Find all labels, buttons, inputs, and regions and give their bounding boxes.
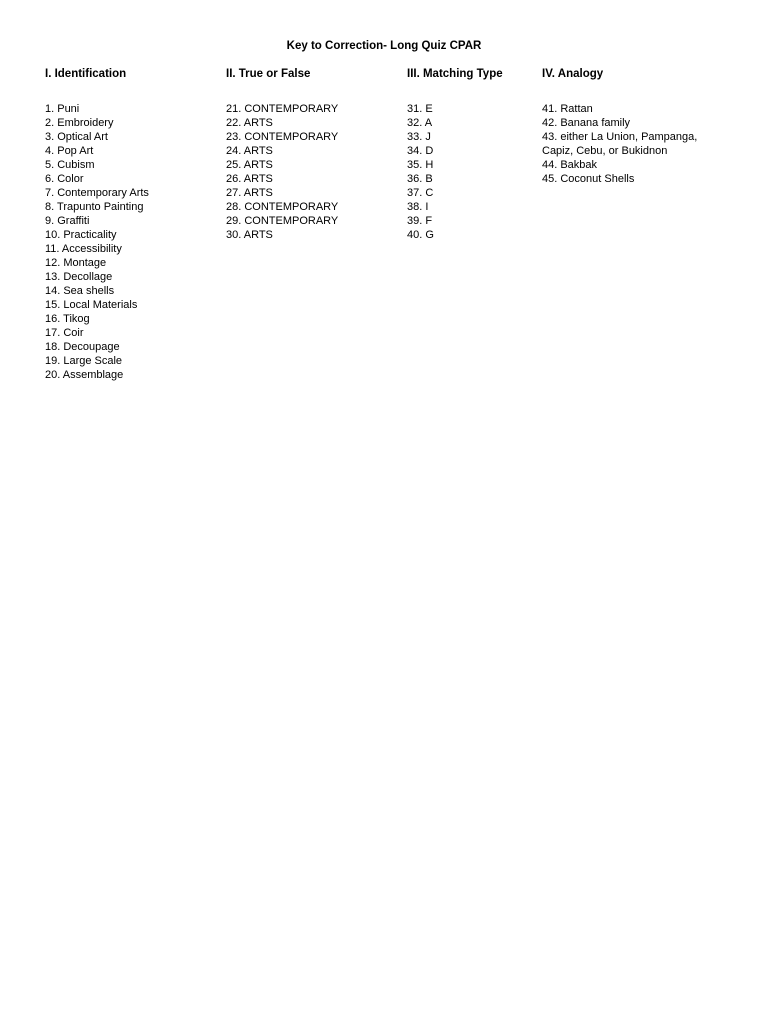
answer-item: 4. Pop Art <box>45 145 94 157</box>
answer-item: 19. Large Scale <box>45 355 123 367</box>
answer-item: 39. F <box>407 215 433 227</box>
answer-list <box>45 102 220 382</box>
answer-item: 36. B <box>407 173 433 185</box>
answer-item: 30. ARTS <box>226 229 273 241</box>
answer-list <box>407 102 537 242</box>
answer-list <box>226 102 401 242</box>
answer-item: 44. Bakbak <box>542 159 598 171</box>
answer-item: 2. Embroidery <box>45 117 114 129</box>
answer-item: 7. Contemporary Arts <box>45 187 149 199</box>
section-heading: IV. Analogy <box>542 68 604 80</box>
answer-item: 1. Puni <box>45 103 80 115</box>
answer-item: 35. H <box>407 159 434 171</box>
page-title: Key to Correction- Long Quiz CPAR <box>286 40 482 52</box>
answer-item: 25. ARTS <box>226 159 273 171</box>
section-heading: III. Matching Type <box>407 68 503 80</box>
answer-item: 37. C <box>407 187 434 199</box>
answer-item: 26. ARTS <box>226 173 273 185</box>
answer-item: 9. Graffiti <box>45 215 90 227</box>
answer-list <box>542 102 742 186</box>
answer-item: 14. Sea shells <box>45 285 115 297</box>
answer-item: 23. CONTEMPORARY <box>226 131 339 143</box>
answer-item: 41. Rattan <box>542 103 593 115</box>
section-true-or-false <box>226 67 401 242</box>
answer-item: 5. Cubism <box>45 159 95 171</box>
answer-item: 38. I <box>407 201 429 213</box>
section-heading: I. Identification <box>45 68 127 80</box>
answer-item: 11. Accessibility <box>45 243 122 255</box>
answer-item: 24. ARTS <box>226 145 273 157</box>
answer-item: 13. Decollage <box>45 271 113 283</box>
answer-item: 29. CONTEMPORARY <box>226 215 339 227</box>
answer-item: 43. either La Union, Pampanga, Capiz, Cebu, or Bukidnon <box>542 131 698 157</box>
answer-item: 40. G <box>407 229 434 241</box>
answer-item: 32. A <box>407 117 433 129</box>
answer-item: 12. Montage <box>45 257 107 269</box>
answer-item: 42. Banana family <box>542 117 631 129</box>
answer-item: 3. Optical Art <box>45 131 108 143</box>
section-identification <box>45 67 220 382</box>
answer-item: 20. Assemblage <box>45 369 124 381</box>
answer-item: 18. Decoupage <box>45 341 120 353</box>
section-matching-type <box>407 67 537 242</box>
answer-item: 28. CONTEMPORARY <box>226 201 339 213</box>
section-analogy <box>542 67 742 186</box>
answer-item: 8. Trapunto Painting <box>45 201 144 213</box>
answer-item: 22. ARTS <box>226 117 273 129</box>
answer-item: 34. D <box>407 145 434 157</box>
answer-item: 31. E <box>407 103 433 115</box>
answer-item: 45. Coconut Shells <box>542 173 635 185</box>
section-heading: II. True or False <box>226 68 311 80</box>
answer-item: 16. Tikog <box>45 313 90 325</box>
answer-item: 21. CONTEMPORARY <box>226 103 339 115</box>
answer-item: 27. ARTS <box>226 187 273 199</box>
answer-item: 17. Coir <box>45 327 84 339</box>
answer-item: 10. Practicality <box>45 229 117 241</box>
answer-item: 6. Color <box>45 173 84 185</box>
answer-item: 33. J <box>407 131 431 143</box>
answer-item: 15. Local Materials <box>45 299 138 311</box>
